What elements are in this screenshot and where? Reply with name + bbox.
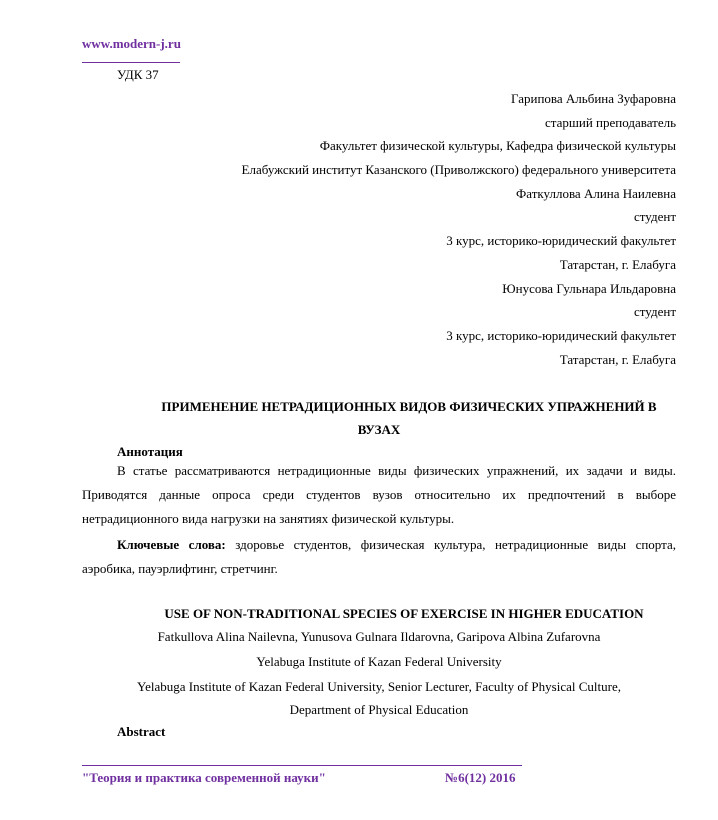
abstract-heading-en: Abstract [117,724,166,739]
author-line: Юнусова Гульнара Ильдаровна [502,280,676,296]
authors-en: Fatkullova Alina Nailevna, Yunusova Gulnara Ildarovna, Garipova Albina Zufarovna [157,629,601,644]
article-title-en: USE OF NON-TRADITIONAL SPECIES OF EXERCISE IN HIGHER EDUCATION [164,606,644,621]
author-line: Фаткуллова Алина Наилевна [516,185,676,201]
footer-journal-name: "Теория и практика современной науки" [82,770,326,785]
keywords-text: здоровье студентов, физическая культура, нетрадиционные виды спорта, аэробика, пауэрлифтинг, стретчинг. [82,537,676,576]
keywords-paragraph [82,533,676,581]
author-line: 3 курс, историко-юридический факультет [446,233,676,249]
author-line: Татарстан, г. Елабуга [559,351,676,367]
affiliation-en-line-2: Department of Physical Education [289,702,469,717]
footer-issue-number: №6(12) 2016 [445,770,516,785]
author-line: Гарипова Альбина Зуфаровна [511,91,676,106]
annotation-text: В статье рассматриваются нетрадиционные виды физических упражнений, их задачи и виды. Приводятся данные опроса среди студентов вузов относительно их предпочтений в выборе нетрадиционного вида нагрузки на занятиях физической культуры. [82,463,676,526]
author-line: студент [634,304,676,320]
author-line: Татарстан, г. Елабуга [559,256,676,272]
author-line: студент [634,209,676,225]
author-line: 3 курс, историко-юридический факультет [446,327,676,343]
affiliation-en-line-1: Yelabuga Institute of Kazan Federal University, Senior Lecturer, Faculty of Physical Culture, [137,679,621,694]
title-ru-line-1: ПРИМЕНЕНИЕ НЕТРАДИЦИОННЫХ ВИДОВ ФИЗИЧЕСКИХ УПРАЖНЕНИЙ В [161,399,657,414]
author-line: Елабужский институт Казанского (Приволжского) федерального университета [241,162,676,178]
title-ru-line-2: ВУЗАХ [357,422,401,437]
author-line: Факультет физической культуры, Кафедра физической культуры [319,138,676,154]
footer-divider [82,765,522,766]
author-line: старший преподаватель [544,114,676,130]
keywords-label: Ключевые слова: [117,537,226,552]
author-info-block [116,91,676,375]
article-title-ru [82,395,676,441]
institution-en: Yelabuga Institute of Kazan Federal University [256,654,502,669]
annotation-heading: Аннотация [117,444,183,459]
header-divider [82,62,180,63]
journal-site-link[interactable]: www.modern-j.ru [82,36,181,51]
udk-code: УДК 37 [117,67,159,82]
